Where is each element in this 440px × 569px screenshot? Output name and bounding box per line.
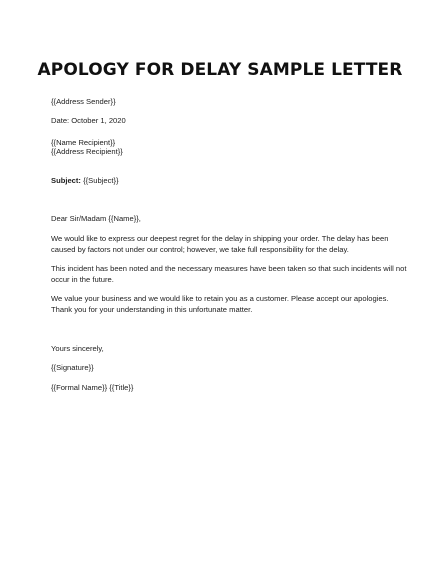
paragraph-line: Thank you for your understanding in this unfortunate matter.: [51, 305, 253, 314]
paragraph-line: caused by factors not under our control; however, we take full responsibility for the delay.: [51, 245, 349, 254]
subject-value: {{Subject}}: [80, 176, 119, 185]
closing: Yours sincerely,: [51, 344, 104, 353]
paragraph-measures: [51, 263, 407, 285]
letter-title: APOLOGY FOR DELAY SAMPLE LETTER: [37, 60, 403, 80]
address-recipient: {{Address Recipient}}: [51, 147, 123, 156]
paragraph-line: We value your business and we would like to retain you as a customer. Please accept our apologies.: [51, 294, 389, 303]
paragraph-regret: [51, 233, 396, 255]
formal-name-title: {{Formal Name}} {{Title}}: [51, 383, 134, 392]
paragraph-line: occur in the future.: [51, 275, 114, 284]
subject-label: Subject:: [51, 176, 81, 185]
paragraph-line: We would like to express our deepest regret for the delay in shipping your order. The delay has been: [51, 234, 389, 243]
signature: {{Signature}}: [51, 363, 94, 372]
subject-line: [51, 175, 119, 186]
address-sender: {{Address Sender}}: [51, 97, 116, 106]
paragraph-line: This incident has been noted and the necessary measures have been taken so that such incidents will not: [51, 264, 407, 273]
name-recipient: {{Name Recipient}}: [51, 138, 116, 147]
salutation: Dear Sir/Madam {{Name}},: [51, 214, 141, 223]
letter-date: Date: October 1, 2020: [51, 116, 126, 125]
paragraph-value-business: [51, 293, 396, 315]
